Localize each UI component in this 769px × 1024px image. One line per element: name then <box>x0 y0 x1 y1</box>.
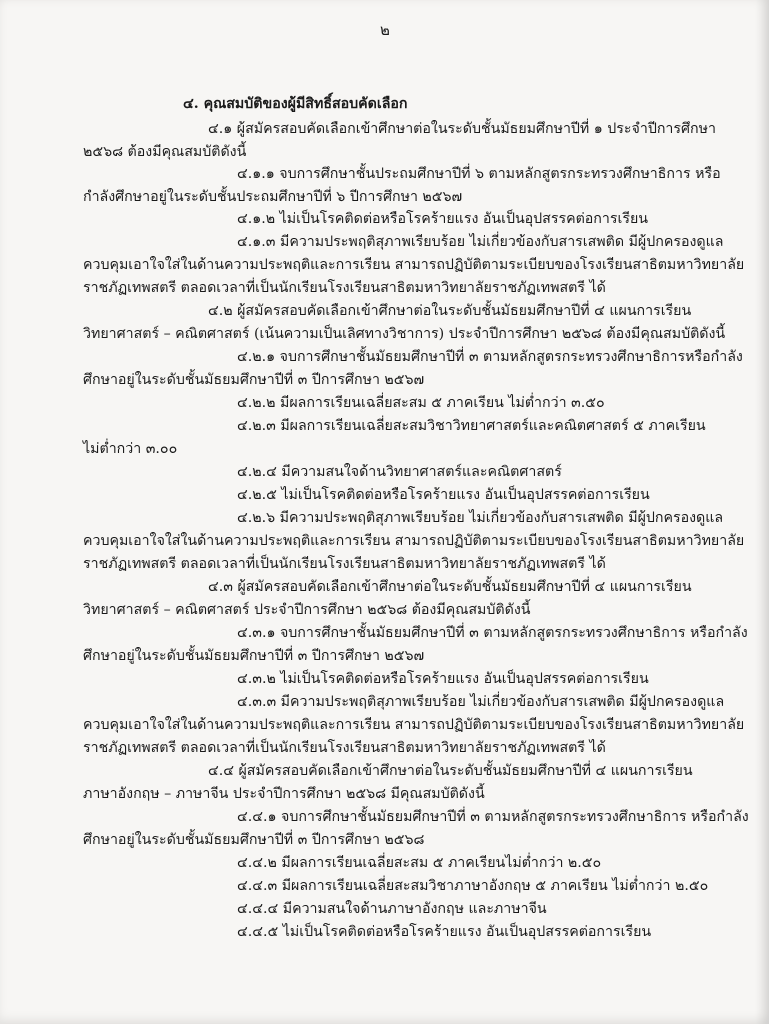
text-line: ควบคุมเอาใจใส่ในด้านความประพฤติและการเรียน สามารถปฏิบัติตามระเบียบของโรงเรียนสาธิตมหาวิทยาลัย <box>83 717 745 733</box>
text-line: ๔.๒ ผู้สมัครสอบคัดเลือกเข้าศึกษาต่อในระดับชั้นมัธยมศึกษาปีที่ ๔ แผนการเรียน <box>208 303 692 319</box>
page-number: ๒ <box>380 21 390 39</box>
text-line: ๔.๒.๔ มีความสนใจด้านวิทยาศาสตร์และคณิตศาสตร์ <box>237 464 562 480</box>
text-line: ๔.๓ ผู้สมัครสอบคัดเลือกเข้าศึกษาต่อในระดับชั้นมัธยมศึกษาปีที่ ๔ แผนการเรียน <box>208 579 692 595</box>
page-edge-shadow <box>755 0 769 1024</box>
text-line: ๔.๑.๒ ไม่เป็นโรคติดต่อหรือโรคร้ายแรง อันเป็นอุปสรรคต่อการเรียน <box>237 211 648 227</box>
text-line: ๔.๓.๒ ไม่เป็นโรคติดต่อหรือโรคร้ายแรง อันเป็นอุปสรรคต่อการเรียน <box>237 671 649 687</box>
text-line: กำลังศึกษาอยู่ในระดับชั้นประถมศึกษาปีที่ ๖ ปีการศึกษา ๒๕๖๗ <box>83 189 463 205</box>
text-line: ๔.๑.๓ มีความประพฤติสุภาพเรียบร้อย ไม่เกี่ยวข้องกับสารเสพติด มีผู้ปกครองดูแล <box>237 234 724 250</box>
text-line: ๔.๓.๑ จบการศึกษาชั้นมัธยมศึกษาปีที่ ๓ ตามหลักสูตรกระทรวงศึกษาธิการ หรือกำลัง <box>237 625 748 641</box>
text-line: วิทยาศาสตร์ – คณิตศาสตร์ (เน้นความเป็นเลิศทางวิชาการ) ประจำปีการศึกษา ๒๕๖๘ ต้องมีคุณสมบัติดังนี้ <box>83 326 726 342</box>
text-line: ราชภัฏเทพสตรี ตลอดเวลาที่เป็นนักเรียนโรงเรียนสาธิตมหาวิทยาลัยราชภัฏเทพสตรี ได้ <box>83 280 606 296</box>
text-line: ๔.๓.๓ มีความประพฤติสุภาพเรียบร้อย ไม่เกี่ยวข้องกับสารเสพติด มีผู้ปกครองดูแล <box>237 694 725 710</box>
text-line: วิทยาศาสตร์ – คณิตศาสตร์ ประจำปีการศึกษา ๒๕๖๘ ต้องมีคุณสมบัติดังนี้ <box>83 602 531 618</box>
text-line: ควบคุมเอาใจใส่ในด้านความประพฤติและการเรียน สามารถปฏิบัติตามระเบียบของโรงเรียนสาธิตมหาวิทยาลัย <box>83 533 745 549</box>
text-line: ไม่ต่ำกว่า ๓.๐๐ <box>83 441 178 457</box>
text-line: ราชภัฏเทพสตรี ตลอดเวลาที่เป็นนักเรียนโรงเรียนสาธิตมหาวิทยาลัยราชภัฏเทพสตรี ได้ <box>83 556 606 572</box>
text-line: ภาษาอังกฤษ – ภาษาจีน ประจำปีการศึกษา ๒๕๖๘ มีคุณสมบัติดังนี้ <box>83 786 485 802</box>
text-line: ๔.๒.๕ ไม่เป็นโรคติดต่อหรือโรคร้ายแรง อันเป็นอุปสรรคต่อการเรียน <box>237 487 650 503</box>
text-line: ๒๕๖๘ ต้องมีคุณสมบัติดังนี้ <box>83 144 247 160</box>
text-line: ๔.๒.๒ มีผลการเรียนเฉลี่ยสะสม ๕ ภาคเรียน ไม่ต่ำกว่า ๓.๕๐ <box>237 395 605 411</box>
text-line: ๔.๔.๒ มีผลการเรียนเฉลี่ยสะสม ๕ ภาคเรียนไม่ต่ำกว่า ๒.๕๐ <box>237 855 602 871</box>
text-line: ศึกษาอยู่ในระดับชั้นมัธยมศึกษาปีที่ ๓ ปีการศึกษา ๒๕๖๘ <box>83 832 425 848</box>
text-line: ๔.๒.๑ จบการศึกษาชั้นมัธยมศึกษาปีที่ ๓ ตามหลักสูตรกระทรวงศึกษาธิการหรือกำลัง <box>237 349 743 365</box>
text-line: ๔.๔.๓ มีผลการเรียนเฉลี่ยสะสมวิชาภาษาอังกฤษ ๕ ภาคเรียน ไม่ต่ำกว่า ๒.๕๐ <box>237 878 709 894</box>
text-line: ราชภัฏเทพสตรี ตลอดเวลาที่เป็นนักเรียนโรงเรียนสาธิตมหาวิทยาลัยราชภัฏเทพสตรี ได้ <box>83 740 606 756</box>
text-line: ศึกษาอยู่ในระดับชั้นมัธยมศึกษาปีที่ ๓ ปีการศึกษา ๒๕๖๗ <box>83 648 425 664</box>
text-line: ๔.๔.๑ จบการศึกษาชั้นมัธยมศึกษาปีที่ ๓ ตามหลักสูตรกระทรวงศึกษาธิการ หรือกำลัง <box>237 809 749 825</box>
text-line: ๔.๑ ผู้สมัครสอบคัดเลือกเข้าศึกษาต่อในระดับชั้นมัธยมศึกษาปีที่ ๑ ประจำปีการศึกษา <box>208 121 716 137</box>
text-line: ๔.๒.๖ มีความประพฤติสุภาพเรียบร้อย ไม่เกี่ยวข้องกับสารเสพติด มีผู้ปกครองดูแล <box>237 510 724 526</box>
text-line: ๔.๔.๔ มีความสนใจด้านภาษาอังกฤษ และภาษาจีน <box>237 901 547 917</box>
text-line: ศึกษาอยู่ในระดับชั้นมัธยมศึกษาปีที่ ๓ ปีการศึกษา ๒๕๖๗ <box>83 372 425 388</box>
section-heading: ๔. คุณสมบัติของผู้มีสิทธิ์สอบคัดเลือก <box>183 96 408 112</box>
text-line: ๔.๑.๑ จบการศึกษาชั้นประถมศึกษาปีที่ ๖ ตามหลักสูตรกระทรวงศึกษาธิการ หรือ <box>237 166 721 182</box>
text-line: ๔.๔.๕ ไม่เป็นโรคติดต่อหรือโรคร้ายแรง อันเป็นอุปสรรคต่อการเรียน <box>237 924 652 940</box>
text-line: ควบคุมเอาใจใส่ในด้านความประพฤติและการเรียน สามารถปฏิบัติตามระเบียบของโรงเรียนสาธิตมหาวิทยาลัย <box>83 257 745 273</box>
text-line: ๔.๒.๓ มีผลการเรียนเฉลี่ยสะสมวิชาวิทยาศาสตร์และคณิตศาสตร์ ๕ ภาคเรียน <box>237 418 706 434</box>
text-line: ๔.๔ ผู้สมัครสอบคัดเลือกเข้าศึกษาต่อในระดับชั้นมัธยมศึกษาปีที่ ๔ แผนการเรียน <box>208 763 693 779</box>
